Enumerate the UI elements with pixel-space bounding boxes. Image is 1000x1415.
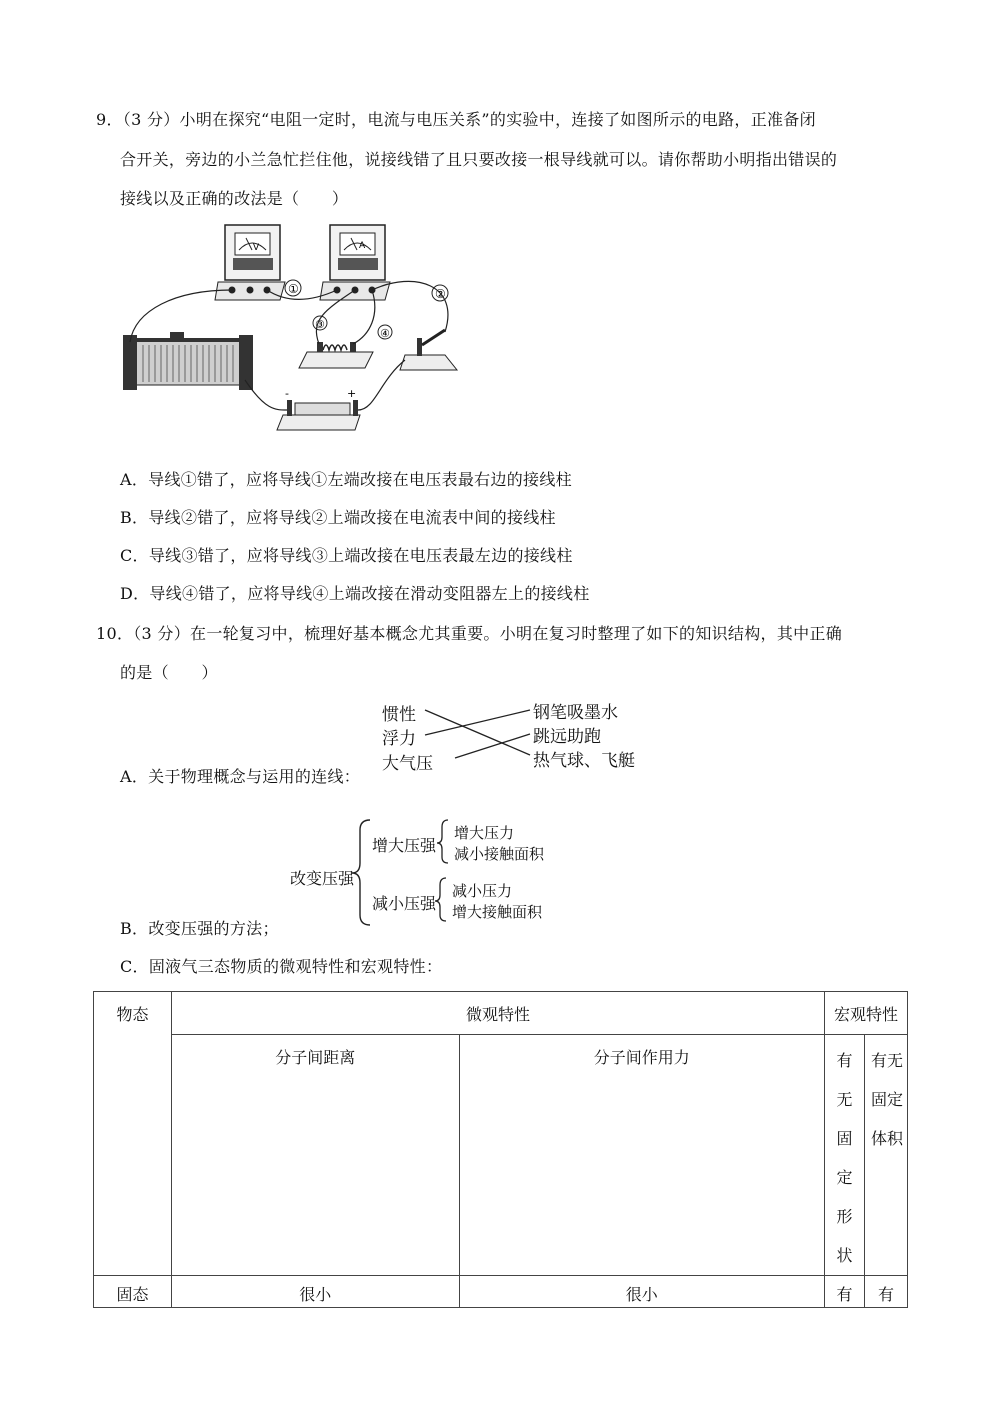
tree-branch-decrease: 减小压强	[372, 894, 437, 913]
header-state: 物态	[94, 992, 172, 1276]
tree-leaf: 增大压力	[454, 824, 515, 842]
voltmeter-label: V	[253, 243, 260, 253]
tree-leaf: 减小接触面积	[454, 845, 545, 863]
q9-option-c[interactable]: C．导线③错了，应将导线③上端改接在电压表最左边的接线柱	[120, 546, 573, 565]
q10-stem-line1: 10．（3 分）在一轮复习中，梳理好基本概念尤其重要。小明在复习时整理了如下的知识结构，其中正确	[96, 624, 843, 643]
battery-minus-label: -	[285, 387, 289, 400]
match-right-item: 热气球、飞艇	[533, 751, 635, 771]
ammeter	[320, 225, 390, 300]
q10-stem-line2: 的是（ ）	[120, 663, 218, 682]
subheader-volume: 有无固定体积	[865, 1035, 908, 1276]
cell-solid-distance: 很小	[171, 1276, 459, 1308]
header-micro: 微观特性	[171, 992, 824, 1035]
cell-solid-state: 固态	[94, 1276, 172, 1308]
tree-leaf: 增大接触面积	[452, 903, 543, 921]
battery-plus-label: +	[347, 387, 357, 400]
match-left-item: 浮力	[382, 729, 416, 749]
tree-root: 改变压强	[290, 869, 355, 888]
wire-1-label: ①	[288, 282, 299, 296]
q9-option-b[interactable]: B．导线②错了，应将导线②上端改接在电流表中间的接线柱	[120, 508, 556, 527]
match-right-item: 钢笔吸墨水	[533, 703, 618, 723]
circuit-figure	[115, 220, 475, 440]
subheader-distance: 分子间距离	[171, 1035, 459, 1276]
q9-stem-line3: 接线以及正确的改法是（ ）	[120, 189, 349, 208]
subheader-shape: 有无固定形状	[825, 1035, 865, 1276]
states-table	[93, 991, 908, 1308]
match-right-item: 跳远助跑	[533, 727, 601, 747]
cell-solid-force: 很小	[459, 1276, 825, 1308]
header-macro: 宏观特性	[825, 992, 908, 1035]
switch	[400, 330, 457, 370]
q10-option-b[interactable]: B．改变压强的方法；	[120, 919, 279, 938]
matching-lines	[420, 700, 540, 770]
wire-2-label: ②	[435, 287, 446, 301]
tree-leaf: 减小压力	[452, 882, 513, 900]
tree-branch-increase: 增大压强	[372, 836, 437, 855]
q9-stem-line1: 9．（3 分）小明在探究“电阻一定时，电流与电压关系”的实验中，连接了如图所示的电路，正准备闭	[96, 110, 816, 129]
resistor	[299, 342, 373, 368]
q9-option-d[interactable]: D．导线④错了，应将导线④上端改接在滑动变阻器左上的接线柱	[120, 584, 590, 603]
wire-3-label: ③	[315, 318, 325, 331]
q10-option-a[interactable]: A．关于物理概念与运用的连线：	[120, 767, 361, 786]
battery	[277, 387, 360, 430]
match-left-item: 惯性	[382, 705, 416, 725]
q9-option-a[interactable]: A．导线①错了，应将导线①左端改接在电压表最右边的接线柱	[120, 470, 572, 489]
q10-option-c[interactable]: C．固液气三态物质的微观特性和宏观特性：	[120, 957, 443, 976]
tree-braces	[350, 815, 460, 930]
cell-solid-shape: 有	[825, 1276, 865, 1308]
subheader-force: 分子间作用力	[459, 1035, 825, 1276]
match-left-item: 大气压	[382, 754, 433, 774]
ammeter-label: A	[359, 241, 366, 251]
wire-4-label: ④	[380, 327, 390, 340]
rheostat	[123, 332, 253, 390]
voltmeter	[215, 225, 285, 300]
q9-stem-line2: 合开关，旁边的小兰急忙拦住他，说接线错了且只要改接一根导线就可以。请你帮助小明指出错误的	[120, 150, 838, 169]
cell-solid-volume: 有	[865, 1276, 908, 1308]
